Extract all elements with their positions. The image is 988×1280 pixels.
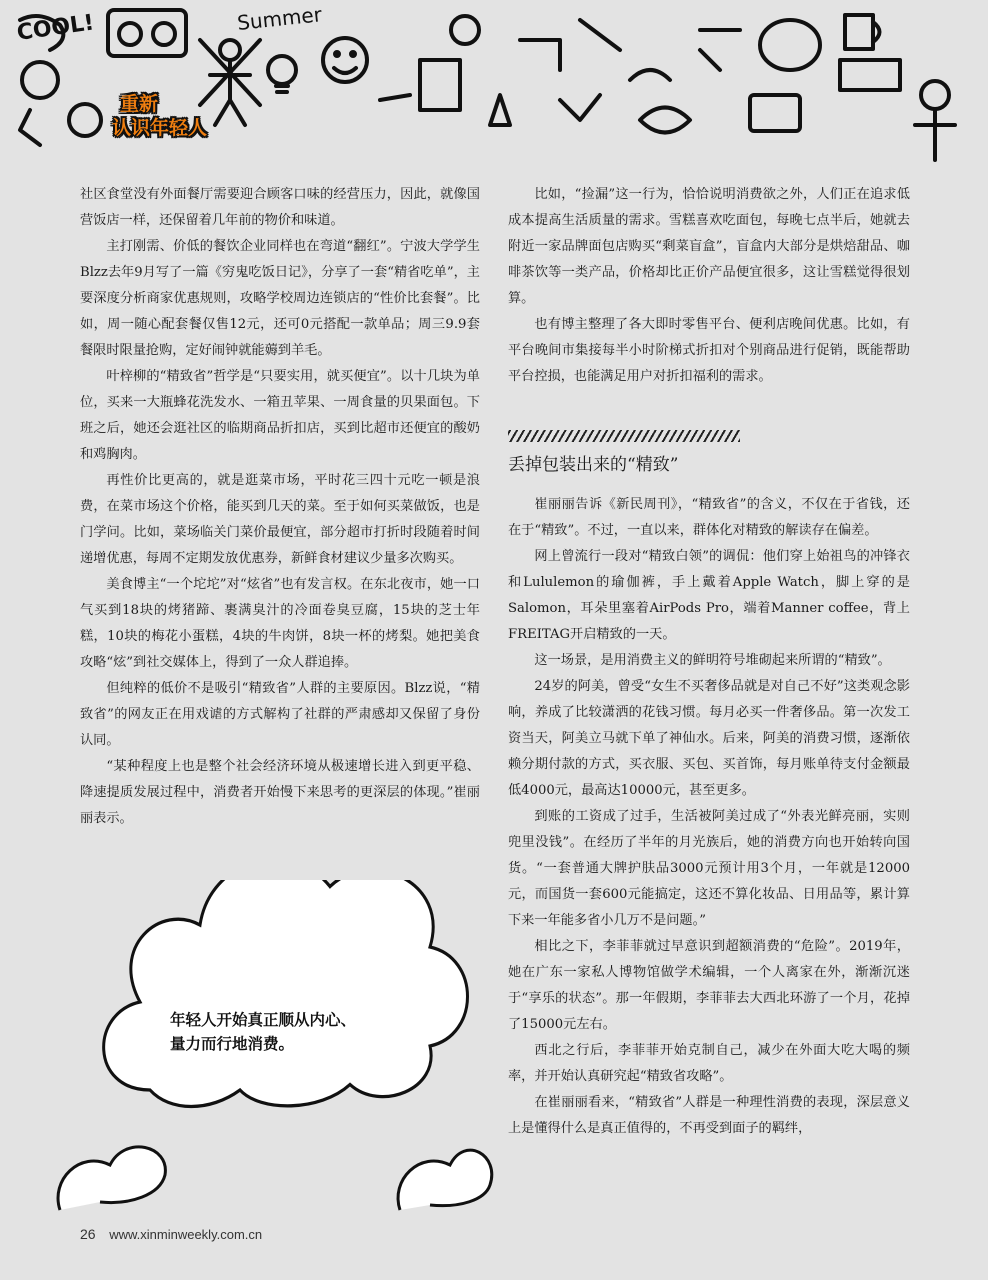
tv-doodle xyxy=(750,95,800,131)
right-column xyxy=(508,182,910,1142)
paragraph: 西北之行后，李菲菲开始克制自己，减少在外面大吃大喝的频率，并开始认真研究起“精致省攻略”。 xyxy=(508,1043,910,1084)
paragraph: 美食博主“一个坨坨”对“炫省”也有发言权。在东北夜市，她一口气买到18块的烤猪蹄、裹满臭汁的冷面卷臭豆腐，15块的芝士年糕，10块的梅花小蛋糕，4块的牛肉饼，8块一杯的烤梨。她把美食攻略“炫”到社交媒体上，得到了一众人群追捧。 xyxy=(80,577,480,670)
pull-quote-text: 年轻人开始真正顺从内心、量力而行地消费。 xyxy=(170,1010,357,1053)
subhead-rule xyxy=(508,430,740,442)
section-subhead: 丢掉包装出来的“精致” xyxy=(508,455,679,475)
website-link[interactable]: www.xinminweekly.com.cn xyxy=(109,1227,263,1242)
doodle-illustration xyxy=(0,0,988,180)
cool-word-doodle: COOL! xyxy=(15,10,96,46)
paragraph: 叶梓柳的“精致省”哲学是“只要实用，就买便宜”。以十几块为单位，买来一大瓶蜂花洗发水、一箱丑苹果、一周食量的贝果面包。下班之后，她还会逛社区的临期商品折扣店，买到比超市还便宜的酸奶和鸡胸肉。 xyxy=(80,369,480,462)
page-footer xyxy=(80,1226,262,1242)
section-tag-line1: 重新 xyxy=(120,93,159,115)
paragraph: 社区食堂没有外面餐厅需要迎合顾客口味的经营压力，因此，就像国营饭店一样，还保留着几年前的物价和味道。 xyxy=(80,187,480,228)
paragraph: 网上曾流行一段对“精致白领”的调侃：他们穿上始祖鸟的冲锋衣和Lululemon的瑜伽裤，手上戴着Apple Watch，脚上穿的是Salomon，耳朵里塞着AirPods Pro，端着Manner coffee，背上FREITAG开启精致的一天。 xyxy=(508,549,910,642)
man-doodle xyxy=(921,81,949,109)
summer-word-doodle: Summer xyxy=(236,2,323,35)
page-number: 26 xyxy=(80,1226,96,1242)
palette-doodle xyxy=(760,20,820,70)
puff-right xyxy=(398,1150,492,1210)
lightbulb-doodle xyxy=(268,56,296,84)
skull-doodle xyxy=(451,16,479,44)
notebook-doodle xyxy=(420,60,460,110)
smiley-doodle xyxy=(323,38,367,82)
left-column xyxy=(80,182,480,832)
paragraph: 但纯粹的低价不是吸引“精致省”人群的主要原因。Blzz说，“精致省”的网友正在用戏谑的方式解构了社群的严肃感却又保留了身份认同。 xyxy=(80,681,480,748)
mug-doodle xyxy=(845,15,873,49)
paragraph: 主打刚需、价低的餐饮企业同样也在弯道“翻红”。宁波大学学生Blzz去年9月写了一篇《穷鬼吃饭日记》，分享了一套“精省吃单”，主要深度分析商家优惠规则，攻略学校周边连锁店的“性价比套餐”。比如，周一随心配套餐仅售12元，还可0元搭配一款单品；周三9.9套餐限时限量抢购，定好闹钟就能薅到羊毛。 xyxy=(80,239,480,358)
paragraph: 再性价比更高的，就是逛菜市场，平时花三四十元吃一顿是浪费，在菜市场这个价格，能买到几天的菜。至于如何买菜做饭，也是门学问。比如，菜场临关门菜价最便宜，部分超市打折时段随着时间递增优惠，每周不定期发放优惠券，新鲜食材建议少量多次购买。 xyxy=(80,473,480,566)
paragraph: 也有博主整理了各大即时零售平台、便利店晚间优惠。比如，有平台晚间市集接每半小时阶梯式折扣对个别商品进行促销，既能帮助平台控损，也能满足用户对折扣福利的需求。 xyxy=(508,317,910,384)
guitar-doodle xyxy=(640,108,690,133)
section-tag xyxy=(112,92,207,140)
paragraph: 相比之下，李菲菲就过早意识到超额消费的“危险”。2019年，她在广东一家私人博物馆做学术编辑，一个人离家在外，渐渐沉迷于“享乐的状态”。那一年假期，李菲菲去大西北环游了一个月，花掉了15000元左右。 xyxy=(508,939,910,1032)
paragraph: 这一场景，是用消费主义的鲜明符号堆砌起来所谓的“精致”。 xyxy=(534,653,891,668)
paragraph: “某种程度上也是整个社会经济环境从极速增长进入到更平稳、降速提质发展过程中，消费者开始慢下来思考的更深层的体现。”崔丽丽表示。 xyxy=(80,759,480,826)
puff-left xyxy=(58,1147,165,1210)
paragraph: 到账的工资成了过手，生活被阿美过成了“外表光鲜亮丽，实则兜里没钱”。在经历了半年的月光族后，她的消费方向也开始转向国货。“一套普通大牌护肤品3000元预计用3个月，一年就是12000元，而国货一套600元能搞定，这还不算化妆品、日用品等，累计算下来一年能多省小几万不是问题。” xyxy=(508,809,910,928)
paragraph: 比如，“捡漏”这一行为，恰恰说明消费欲之外，人们正在追求低成本提高生活质量的需求。雪糕喜欢吃面包，每晚七点半后，她就去附近一家品牌面包店购买“剩菜盲盒”，盲盒内大部分是烘焙甜品、咖啡茶饮等一类产品，价格却比正价产品便宜很多，这让雪糕觉得很划算。 xyxy=(508,187,910,306)
doodle-banner xyxy=(0,0,988,180)
paragraph: 24岁的阿美，曾受“女生不买奢侈品就是对自己不好”这类观念影响，养成了比较潇洒的花钱习惯。每月必买一件奢侈品。第一次发工资当天，阿美立马就下单了神仙水。后来，阿美的消费习惯，逐渐依赖分期付款的方式，买衣服、买包、买首饰，每月账单待支付金额最低4000元，最高达10000元，甚至更多。 xyxy=(508,679,910,798)
paragraph: 崔丽丽告诉《新民周刊》，“精致省”的含义，不仅在于省钱，还在于“精致”。不过，一直以来，群体化对精致的解读存在偏差。 xyxy=(508,497,910,538)
stick-figure-doodle xyxy=(220,40,240,60)
section-tag-line2: 认识年轻人 xyxy=(112,117,208,139)
paragraph: 在崔丽丽看来，“精致省”人群是一种理性消费的表现，深层意义上是懂得什么是真正值得的，不再受到面子的羁绊， xyxy=(508,1095,910,1136)
